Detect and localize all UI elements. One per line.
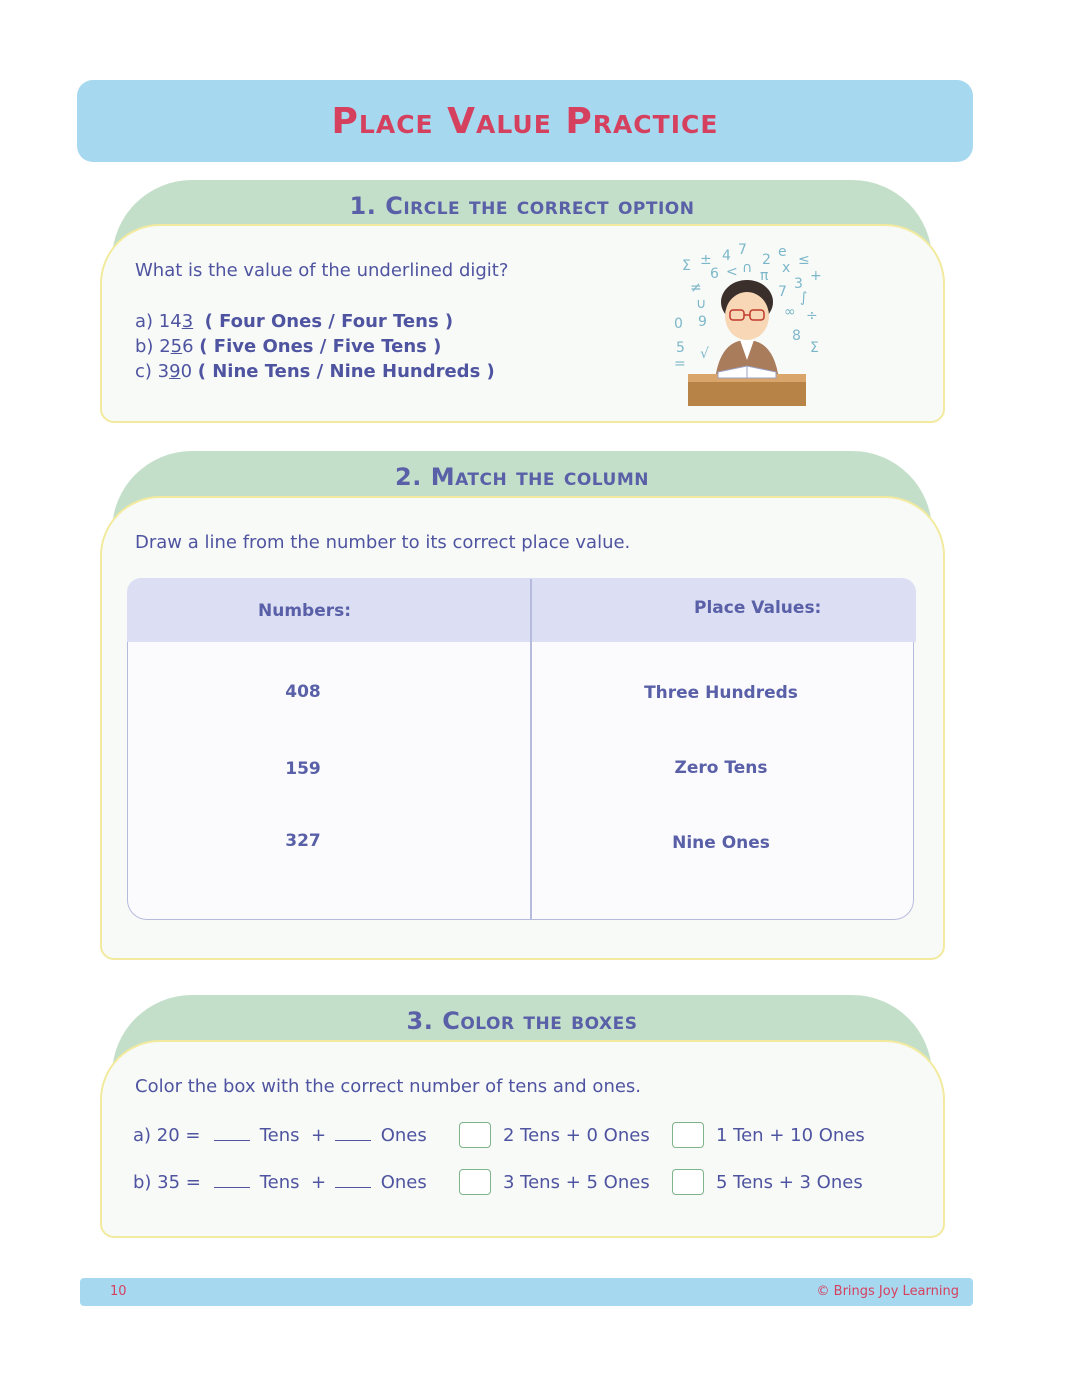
page-title: Place Value Practice [331, 100, 719, 142]
match-table [127, 578, 914, 920]
math-glyph: 8 [792, 328, 801, 344]
row-a-tens: Tens + [210, 1125, 326, 1146]
footer-bar [80, 1278, 973, 1306]
math-glyph: 0 [674, 316, 683, 332]
color-box-a2[interactable] [672, 1122, 704, 1148]
section1-heading: 1. Circle the correct option [349, 192, 695, 220]
choices-c[interactable]: ( Nine Tens / Nine Hundreds ) [197, 361, 495, 382]
math-glyph: 3 [794, 276, 803, 292]
ones-blank[interactable] [335, 1187, 371, 1188]
math-glyph: ∫ [800, 290, 808, 306]
math-glyph: 4 [722, 248, 731, 264]
number-item[interactable]: 159 [285, 759, 321, 779]
math-glyph: ≤ [798, 252, 810, 268]
choices-a[interactable]: ( Four Ones / Four Tens ) [204, 311, 454, 332]
math-glyph: ÷ [806, 308, 818, 324]
math-glyph: = [674, 356, 686, 372]
section2-prompt: Draw a line from the number to its correct place value. [135, 532, 631, 553]
math-glyph: Σ [810, 340, 819, 356]
tens-blank[interactable] [214, 1187, 250, 1188]
option-b2: 5 Tens + 3 Ones [716, 1172, 863, 1193]
question-item-c: c) 390 ( Nine Tens / Nine Hundreds ) [135, 361, 495, 382]
choices-b[interactable]: ( Five Ones / Five Tens ) [199, 336, 442, 357]
row-b-ones: Ones [331, 1172, 427, 1193]
math-glyph: < [726, 264, 738, 280]
tens-blank[interactable] [214, 1140, 250, 1141]
place-value-item[interactable]: Nine Ones [672, 833, 770, 853]
math-glyph: e [778, 244, 787, 260]
math-glyph: 6 [710, 266, 719, 282]
col-header-numbers: Numbers: [258, 601, 352, 621]
section3-heading: 3. Color the boxes [406, 1007, 638, 1035]
number-item[interactable]: 327 [285, 831, 321, 851]
section3-prompt: Color the box with the correct number of tens and ones. [135, 1076, 642, 1097]
math-glyph: ∪ [696, 296, 707, 312]
color-box-b1[interactable] [459, 1169, 491, 1195]
copyright: © Brings Joy Learning [816, 1284, 959, 1299]
color-box-a1[interactable] [459, 1122, 491, 1148]
col-header-values: Place Values: [694, 598, 822, 618]
place-value-item[interactable]: Three Hundreds [644, 683, 798, 703]
math-glyph: 2 [762, 252, 771, 268]
question-item-b: b) 256 ( Five Ones / Five Tens ) [135, 336, 442, 357]
color-box-b2[interactable] [672, 1169, 704, 1195]
math-glyph: ∩ [742, 260, 753, 276]
math-glyph: 7 [778, 284, 787, 300]
math-glyph: ∞ [784, 304, 796, 320]
math-glyph: Σ [682, 258, 691, 274]
math-glyph: ± [700, 252, 712, 268]
option-a1: 2 Tens + 0 Ones [503, 1125, 650, 1146]
math-glyph: 5 [676, 340, 685, 356]
row-a-label: a) 20 = [133, 1125, 201, 1146]
math-glyph: √ [700, 346, 709, 362]
option-b1: 3 Tens + 5 Ones [503, 1172, 650, 1193]
place-value-item[interactable]: Zero Tens [674, 758, 768, 778]
ones-blank[interactable] [335, 1140, 371, 1141]
math-glyph: 7 [738, 242, 747, 258]
row-b-label: b) 35 = [133, 1172, 201, 1193]
section1-prompt: What is the value of the underlined digit? [135, 260, 509, 281]
question-item-a: a) 143 ( Four Ones / Four Tens ) [135, 311, 454, 332]
section2-heading: 2. Match the column [395, 463, 649, 491]
option-a2: 1 Ten + 10 Ones [716, 1125, 865, 1146]
math-glyph: + [810, 268, 822, 284]
title-banner [77, 80, 973, 162]
student-illustration [660, 240, 835, 410]
math-glyph: 9 [698, 314, 707, 330]
row-b-tens: Tens + [210, 1172, 326, 1193]
math-glyph: π [760, 268, 769, 284]
math-glyph: x [782, 260, 791, 276]
number-item[interactable]: 408 [285, 682, 321, 702]
page-number: 10 [110, 1284, 127, 1299]
column-divider [530, 579, 532, 919]
math-glyph: ≠ [690, 280, 702, 296]
row-a-ones: Ones [331, 1125, 427, 1146]
